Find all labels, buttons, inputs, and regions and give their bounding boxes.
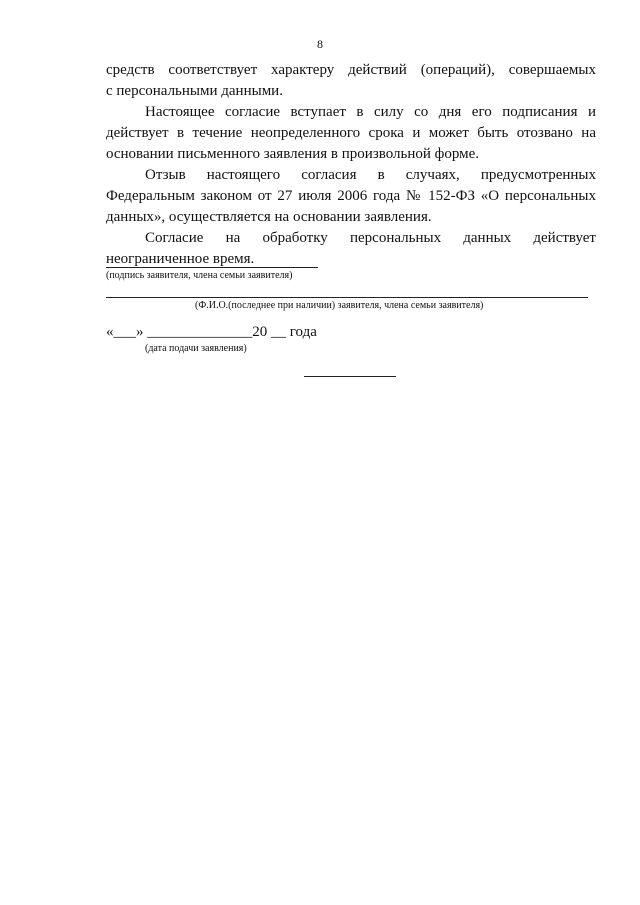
- page-number: 8: [317, 37, 323, 51]
- signature-line: [106, 267, 318, 268]
- paragraph-2: [106, 102, 596, 165]
- date-field: «___» ______________20 __ года: [106, 324, 317, 340]
- paragraph-1: [106, 60, 596, 102]
- signature-caption: (подпись заявителя, члена семьи заявителя): [106, 270, 293, 281]
- fio-line: [106, 297, 588, 298]
- paragraph-4: [106, 228, 596, 270]
- closing-rule: [304, 376, 396, 377]
- fio-caption: (Ф.И.О.(последнее при наличии) заявителя, члена семьи заявителя): [195, 300, 484, 311]
- paragraph-3-line-3: данных», осуществляется на основании заявления.: [106, 209, 432, 225]
- paragraph-3: [106, 165, 596, 228]
- date-caption: (дата подачи заявления): [145, 343, 247, 354]
- paragraph-4-line-2: неограниченное время.: [106, 251, 255, 267]
- paragraph-3-line-1: Отзыв настоящего согласия в случаях, предусмотренных: [145, 167, 596, 183]
- paragraph-1-line-2: с персональными данными.: [106, 83, 283, 99]
- paragraph-4-line-1: Согласие на обработку персональных данных действует: [145, 230, 596, 246]
- paragraph-3-line-2: Федеральным законом от 27 июля 2006 года № 152-ФЗ «О персональных: [106, 188, 596, 204]
- paragraph-2-line-3: основании письменного заявления в произвольной форме.: [106, 146, 480, 162]
- paragraph-2-line-2: действует в течение неопределенного срока и может быть отозвано на: [106, 125, 596, 141]
- paragraph-1-line-1: средств соответствует характеру действий (операций), совершаемых: [106, 62, 596, 78]
- consent-text: [106, 60, 596, 270]
- paragraph-2-line-1: Настоящее согласие вступает в силу со дня его подписания и: [145, 104, 596, 120]
